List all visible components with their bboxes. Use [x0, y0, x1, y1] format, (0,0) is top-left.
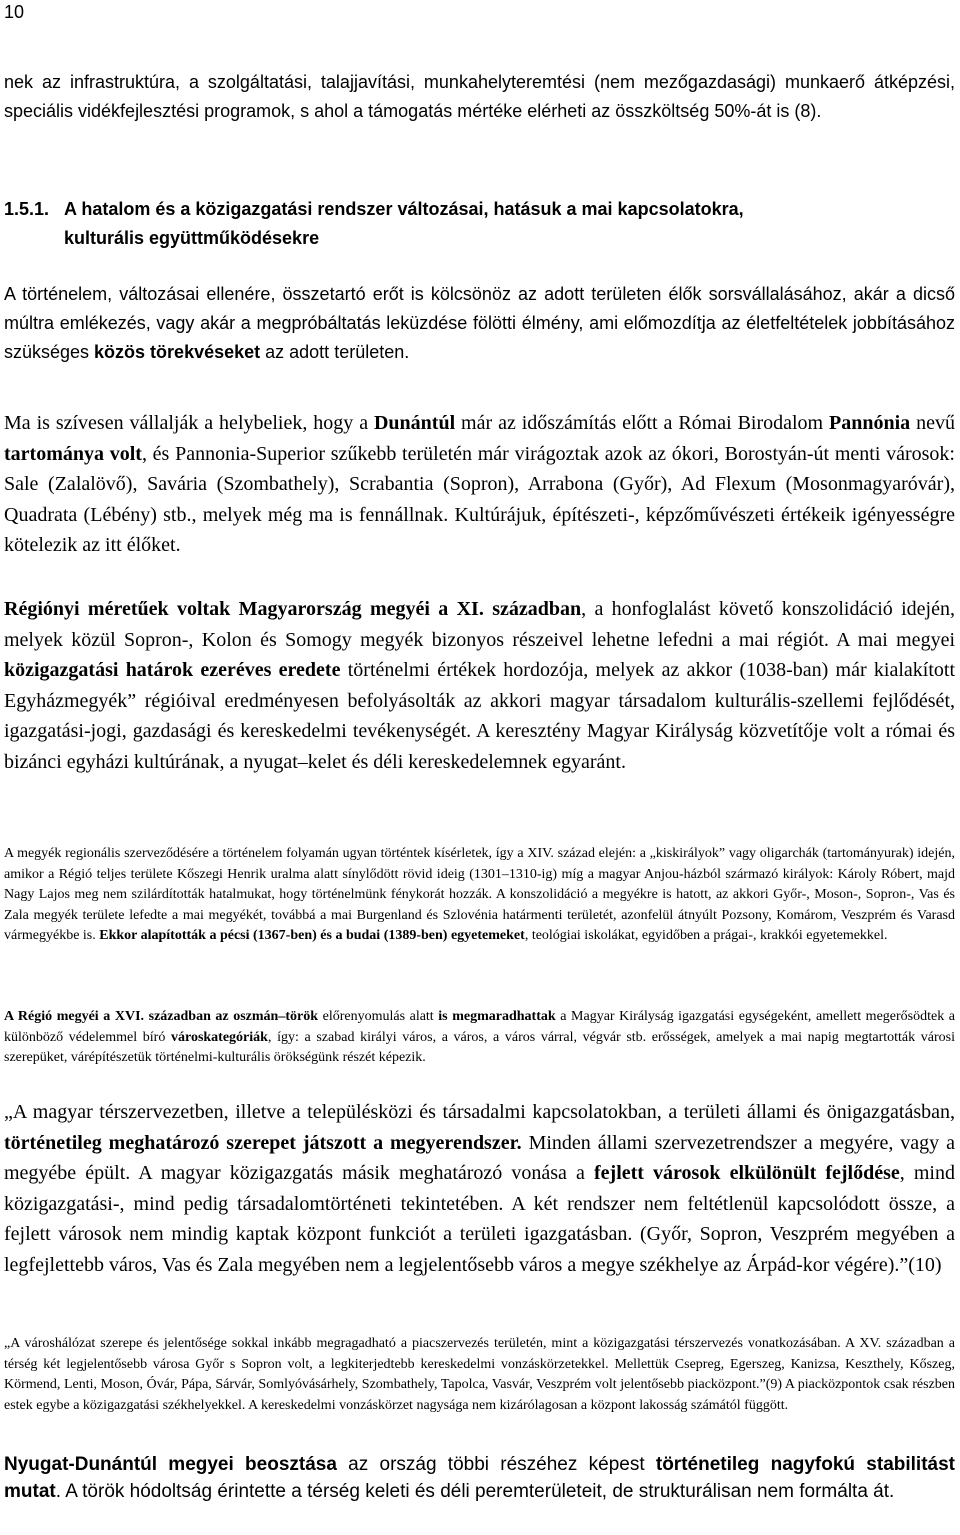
bold-run: Dunántúl [373, 412, 456, 434]
text-run: történelmi értékek hordozója, melyek az akkor (1038-ban) már kialakított Egyházmegyék” régióival eredményesen befolyásolták az akkori magyar társadalom kulturális-szellemi fejlődését, igazgatási-jogi, gazdasági és kereskedelmi tevékenységét. A keresztény Magyar Királyság közvetítője volt a római és bizánci egyházi kultúrának, a nyugat–kelet és déli kereskedelemnek egyaránt. [4, 659, 955, 773]
intro-paragraph: nek az infrastruktúra, a szolgáltatási, talajjavítási, munkahelyteremtési (nem mezőgazdasági) munkaerő átképzési, speciális vidékfejlesztési programok, s ahol a támogatás mértéke elérheti az összköltség 50%-át is (8). [4, 72, 955, 121]
text-run: . A török hódoltság érintette a térség keleti és déli peremterületeit, de strukturálisan nem formálta át. [55, 1481, 895, 1502]
text-run: Ma is szívesen vállalják a helybeliek, hogy a [4, 412, 374, 434]
section-number: 1.5.1. [4, 199, 50, 219]
bold-run: történetileg nagyfokú stabilitást mutat [4, 1454, 955, 1502]
bold-run: történetileg meghatározó szerepet játszott a megyerendszer. [4, 1131, 522, 1154]
text-run: , és Pannonia-Superior szűkebb területén már virágoztak azok az ókori, Borostyán-út menti városok: Sale (Zalalövő), Savária (Szombathely), Scrabantia (Sopron), Arrabona (Győr), Ad Flexum (Mosonmagyaróvár), Quadrata (Lébény) stb., melyek még ma is fennállnak. Kultúrájuk, építészeti-, képzőművészeti értékeik igényességre kötelezik az itt élőket. [4, 442, 955, 556]
text-run: , teológiai iskolákat, egyidőben a prágai-, krakkói egyetemekkel. [524, 928, 888, 943]
section-heading [4, 195, 955, 253]
bold-run: Régiónyi méretűek voltak Magyarország megyéi a XI. században [4, 598, 582, 620]
text-run: már az időszámítás előtt a Római Birodalom [455, 412, 830, 434]
bold-run: közös törekvéseket [94, 342, 261, 362]
text-run: előrenyomulás alatt [318, 1009, 439, 1024]
history-paragraph [4, 280, 955, 367]
bold-run: fejlett városok elkülönült fejlődése [594, 1162, 900, 1184]
text-run: a Magyar Királyság igazgatási egységeként, amellett megerősödtek a különböző védelemmel bíró [4, 1009, 956, 1045]
bold-run: Ekkor alapították a pécsi (1367-ben) és a budai (1389-ben) egyetemeket [99, 928, 525, 943]
bold-run: is megmaradhattak [438, 1009, 556, 1024]
text-run: , így: a szabad királyi város, a város, a város várral, végvár stb. erősségek, amelyek a mai napig megtartották városi szerepüket, várépítészetük történelmi-kulturális örökségünk részét képezik. [4, 1029, 955, 1065]
page-number: 10 [4, 2, 25, 22]
stability-paragraph [4, 1451, 955, 1505]
bold-run: tartománya volt [4, 442, 142, 465]
quote-paragraph [4, 1097, 955, 1280]
text-run: „A városhálózat szerepe és jelentősége sokkal inkább megragadható a piacszervezés területén, mint a közigazgatási térszervezés vonatkozásában. A XV. században a térség két legjelentősebb városa Győr s Sopron volt, a legkiterjedtebb kereskedelmi vonzáskörzetekkel. Mellettük Csepreg, Egerszeg, Kanizsa, Keszthely, Kőszeg, Körmend, Lenti, Moson, Óvár, Pápa, Sárvár, Somlyóvásárhely, Szombathely, Tapolca, Vasvár, Veszprém volt jelentősebb piacközpont.”(9) A piacközpontok csak részben estek egybe a közigazgatási székhelyekkel. A kereskedelmi vonzáskörzet nagysága nem kizárólagosan a központ lakosság számától függött. [4, 1336, 955, 1413]
regional-organization-paragraph [4, 844, 955, 947]
text-run: az adott területen. [260, 342, 410, 362]
text-run: „A magyar térszervezetben, illetve a településközi és társadalmi kapcsolatokban, a területi állami és önigazgatásban, [4, 1101, 955, 1123]
town-network-paragraph [4, 1334, 955, 1416]
text-run: nevű [910, 412, 955, 434]
bold-run: közigazgatási határok ezeréves eredete [4, 659, 341, 681]
pannonia-paragraph [4, 408, 955, 561]
text-run: A történelem, változásai ellenére, összetartó erőt is kölcsönöz az adott területen élők sorsvállalásához, akár a dicső múltra emlékezés, vagy akár a megpróbáltatás leküzdése fölötti élmény, ami előmozdítja az életfeltételek jobbításához szükséges [4, 284, 955, 362]
bold-run: A Régió megyéi a XVI. században az oszmán–török [4, 1009, 319, 1024]
text-run: , mind közigazgatási-, mind pedig társadalomtörténeti tekintetében. A két rendszer nem feltétlenül kapcsolódott össze, a fejlett városok nem mindig kaptak központ funkciót a területi igazgatásban. (Győr, Sopron, Veszprém megyében a legfejlettebb város, Vas és Zala megyében nem a legjelentősebb város a megye székhelye az Árpád-kor végére).”(10) [4, 1162, 955, 1276]
section-title-line2: kulturális együttműködésekre [64, 228, 320, 248]
ottoman-era-paragraph [4, 1007, 955, 1069]
text-run: , a honfoglalást követő konszolidáció idején, melyek közül Sopron-, Kolon és Somogy megyék bizonyos részeivel lehetne lefedni a mai régiót. A mai megyei [4, 598, 955, 651]
text-run: A megyék regionális szerveződésére a történelem folyamán ugyan történtek kísérletek, így a XIV. század elején: a „kiskirályok” vagy oligarchák (tartományurak) idején, amikor a Régió teljes területe Kőszegi Henrik uralma alatt sínylődött rövid ideig (1301–1310-ig) míg a magyar Anjou-házból származó királyok: Károly Róbert, majd Nagy Lajos meg nem szilárdították hatalmukat, hogy történelmünk fénykorát hozzák. A konszolidáció a megyékre is hatott, az akkori Győr-, Moson-, Sopron-, Vas és Zala megyék területe lefedte a mai megyékét, továbbá a mai Burgenland és Szlovénia határmenti területét, azonfelül átnyúlt Pozsony, Komárom, Veszprém és Varasd vármegyékbe is. [4, 846, 955, 943]
section-title-line1: A hatalom és a közigazgatási rendszer változásai, hatásuk a mai kapcsolatokra, [64, 199, 744, 219]
counties-paragraph [4, 594, 955, 777]
bold-run: városkategóriák [170, 1029, 268, 1045]
text-run: Minden állami szervezetrendszer a megyére, vagy a megyébe épült. A magyar közigazgatás másik meghatározó vonása a [4, 1131, 955, 1184]
text-run: az ország többi részéhez képest [336, 1454, 656, 1475]
bold-run: Nyugat-Dunántúl megyei beosztása [4, 1454, 337, 1475]
bold-run: Pannónia [829, 412, 911, 434]
